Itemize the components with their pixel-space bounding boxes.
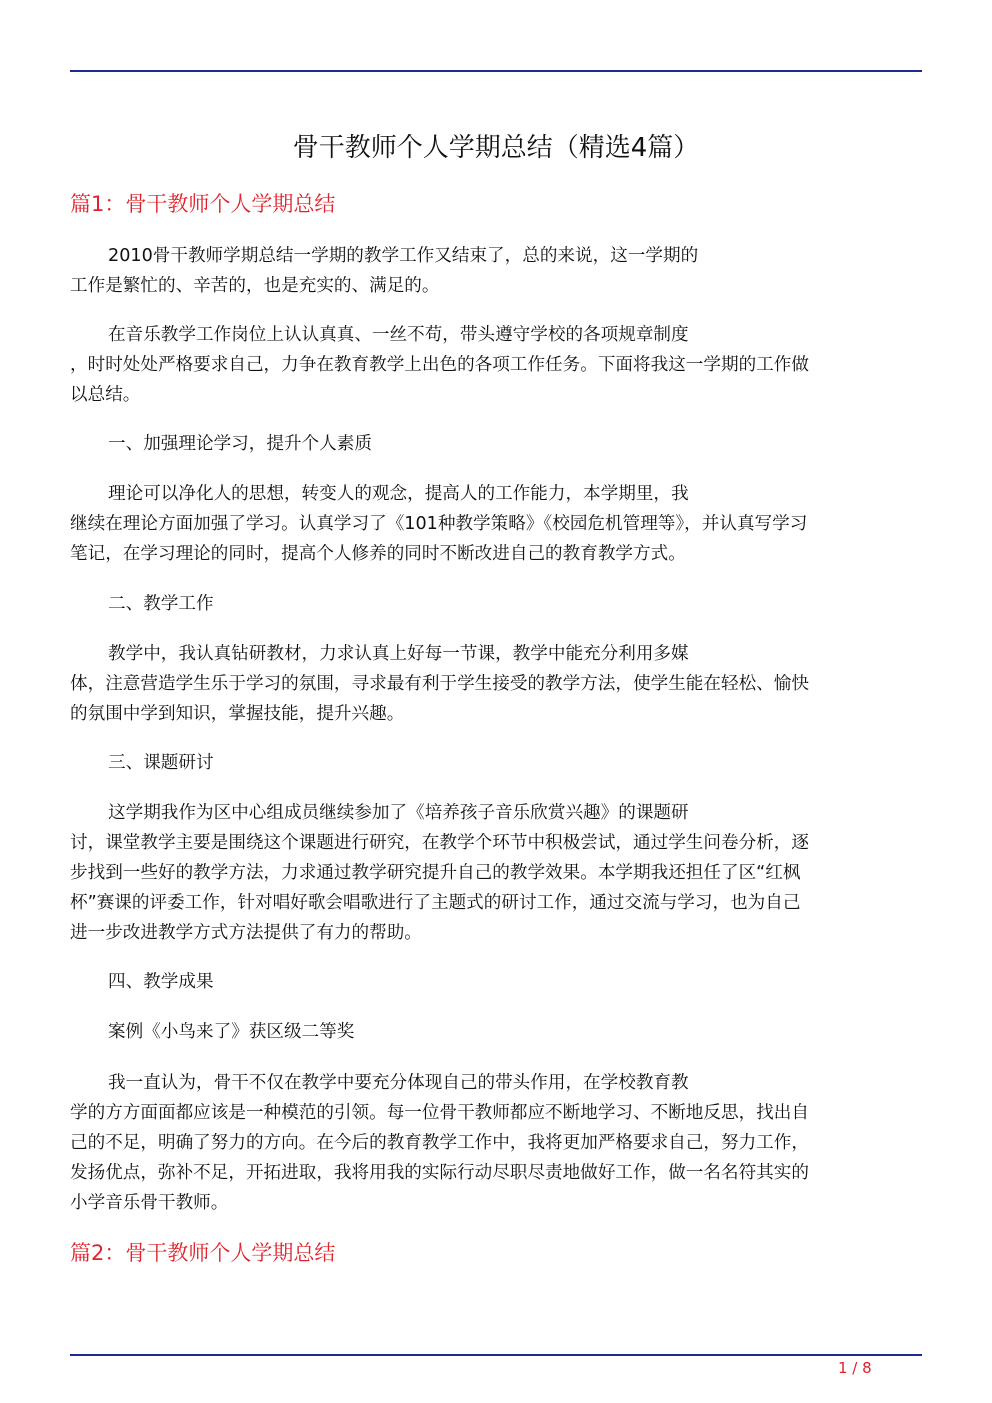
page-number: 1 / 8 xyxy=(838,1359,872,1377)
paragraph-conclusion xyxy=(70,1068,922,1218)
text-line: 工作是繁忙的、辛苦的，也是充实的、满足的。 xyxy=(70,276,440,296)
paragraph-research xyxy=(70,798,922,948)
paragraph-duty xyxy=(70,320,922,410)
text-line: 讨，课堂教学主要是围绕这个课题进行研究，在教学个环节中积极尝试，通过学生问卷分析，逐 xyxy=(70,833,809,853)
paragraph-teaching xyxy=(70,639,922,729)
text-line: 这学期我作为区中心组成员继续参加了《培养孩子音乐欣赏兴趣》的课题研 xyxy=(108,803,689,823)
subheading-text: 一、加强理论学习，提升个人素质 xyxy=(108,434,372,454)
text-line: 继续在理论方面加强了学习。认真学习了《101种教学策略》《校园危机管理等》，并认真写学习 xyxy=(70,514,808,534)
subheading-two xyxy=(70,589,922,619)
subheading-four xyxy=(70,967,922,997)
document-title: 骨干教师个人学期总结（精选4篇） xyxy=(292,133,700,163)
text-line: 笔记，在学习理论的同时，提高个人修养的同时不断改进自己的教育教学方式。 xyxy=(70,544,686,564)
text-line: ，时时处处严格要求自己，力争在教育教学上出色的各项工作任务。下面将我这一学期的工作做 xyxy=(70,355,809,375)
text-line: 案例《小鸟来了》获区级二等奖 xyxy=(108,1022,355,1042)
text-line: 学的方方面面都应该是一种模范的引领。每一位骨干教师都应不断地学习、不断地反思，找出自 xyxy=(70,1103,809,1123)
text-line: 教学中，我认真钻研教材，力求认真上好每一节课，教学中能充分利用多媒 xyxy=(108,644,689,664)
text-line: 的氛围中学到知识，掌握技能，提升兴趣。 xyxy=(70,704,405,724)
text-line: 在音乐教学工作岗位上认认真真、一丝不苟，带头遵守学校的各项规章制度 xyxy=(108,325,689,345)
subheading-one xyxy=(70,429,922,459)
paragraph-theory xyxy=(70,479,922,569)
text-line: 2010骨干教师学期总结一学期的教学工作又结束了，总的来说，这一学期的 xyxy=(108,246,699,266)
subheading-three xyxy=(70,748,922,778)
text-line: 以总结。 xyxy=(70,385,141,405)
text-line: 小学音乐骨干教师。 xyxy=(70,1193,229,1213)
text-line: 体，注意营造学生乐于学习的氛围，寻求最有利于学生接受的教学方法，使学生能在轻松、愉快 xyxy=(70,674,809,694)
subheading-text: 二、教学工作 xyxy=(108,594,214,614)
text-line: 进一步改进教学方式方法提供了有力的帮助。 xyxy=(70,923,422,943)
header-rule xyxy=(70,70,922,72)
paragraph-award xyxy=(70,1017,922,1047)
subheading-text: 三、课题研讨 xyxy=(108,753,214,773)
section-heading-2: 篇2：骨干教师个人学期总结 xyxy=(70,1241,336,1265)
paragraph-intro xyxy=(70,241,922,301)
text-line: 理论可以净化人的思想，转变人的观念，提高人的工作能力，本学期里，我 xyxy=(108,484,689,504)
footer-rule xyxy=(70,1354,922,1356)
section-heading-1: 篇1：骨干教师个人学期总结 xyxy=(70,192,336,216)
text-line: 己的不足，明确了努力的方向。在今后的教育教学工作中，我将更加严格要求自己，努力工作， xyxy=(70,1133,809,1153)
text-line: 杯”赛课的评委工作，针对唱好歌会唱歌进行了主题式的研讨工作，通过交流与学习，也为自己 xyxy=(70,893,801,913)
text-line: 我一直认为，骨干不仅在教学中要充分体现自己的带头作用，在学校教育教 xyxy=(108,1073,689,1093)
text-line: 步找到一些好的教学方法，力求通过教学研究提升自己的教学效果。本学期我还担任了区“红枫 xyxy=(70,863,801,883)
text-line: 发扬优点，弥补不足，开拓进取，我将用我的实际行动尽职尽责地做好工作，做一名名符其实的 xyxy=(70,1163,809,1183)
subheading-text: 四、教学成果 xyxy=(108,972,214,992)
